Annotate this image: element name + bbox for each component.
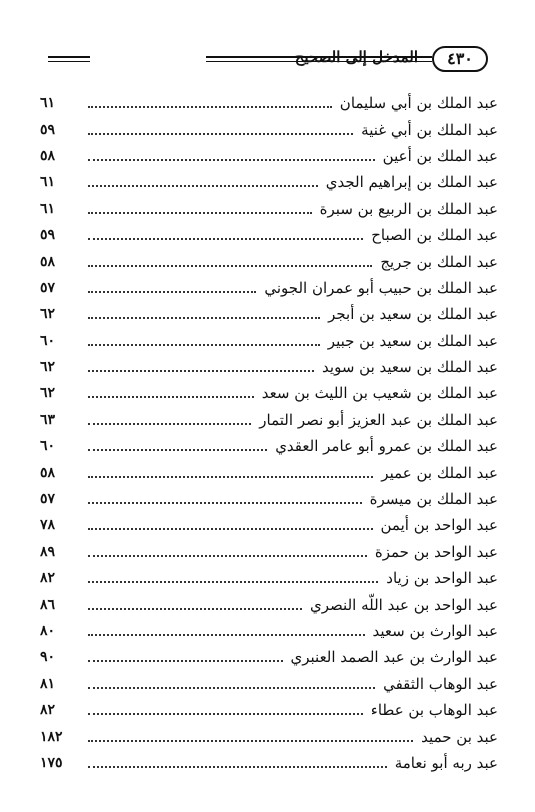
index-entry — [40, 248, 498, 274]
dot-leader — [88, 212, 312, 214]
entry-name: عبد الواحد بن عبد اللّه النصري — [310, 595, 498, 614]
entry-name: عبد الملك بن أبي سليمان — [339, 94, 498, 113]
index-entry — [40, 328, 498, 354]
index-entry — [40, 116, 498, 142]
dot-leader — [88, 740, 413, 742]
entry-name: عبد الملك بن شعيب بن الليث بن سعد — [261, 384, 498, 403]
dot-leader — [88, 634, 365, 636]
dot-leader — [88, 344, 320, 346]
entry-name: عبد الملك بن سعيد بن سويد — [322, 358, 498, 377]
entry-page-number: ٧٨ — [40, 517, 56, 534]
entry-page-number: ٨٢ — [40, 702, 56, 719]
entry-name: عبد ربه أبو نعامة — [394, 753, 498, 772]
entry-name: عبد الواحد بن حمزة — [374, 542, 498, 561]
entry-page-number: ٦٢ — [40, 306, 56, 323]
dot-leader — [88, 265, 372, 267]
index-entry — [40, 169, 498, 195]
index-entry — [40, 407, 498, 433]
entry-name: عبد الملك بن الربيع بن سبرة — [319, 199, 498, 218]
entry-name: عبد الملك بن سعيد بن جبير — [327, 331, 498, 350]
index-entry — [40, 354, 498, 380]
entry-name: عبد الوارث بن عبد الصمد العنبري — [290, 648, 498, 667]
entry-page-number: ٦٠ — [40, 332, 56, 349]
entry-name: عبد الواحد بن زياد — [386, 569, 498, 588]
index-entry — [40, 591, 498, 617]
entry-page-number: ٦٣ — [40, 411, 56, 428]
dot-leader — [88, 317, 320, 319]
entry-page-number: ٥٨ — [40, 147, 56, 164]
dot-leader — [88, 502, 362, 504]
entry-page-number: ٥٧ — [40, 491, 56, 508]
entry-name: عبد الملك بن حبيب أبو عمران الجوني — [264, 278, 498, 297]
index-entry — [40, 723, 498, 749]
index-entry — [40, 459, 498, 485]
entry-page-number: ٨٦ — [40, 596, 56, 613]
index-entry — [40, 750, 498, 776]
entry-page-number: ٨٩ — [40, 543, 56, 560]
entry-name: عبد الملك بن سعيد بن أبجر — [328, 305, 498, 324]
entry-page-number: ٥٨ — [40, 253, 56, 270]
entry-name: عبد الملك بن عمرو أبو عامر العقدي — [275, 437, 498, 456]
index-entry — [40, 644, 498, 670]
entry-page-number: ٦١ — [40, 200, 56, 217]
entry-page-number: ٦١ — [40, 174, 56, 191]
index-entry — [40, 486, 498, 512]
entry-name: عبد الملك بن أبي غنية — [361, 120, 498, 139]
index-entry — [40, 222, 498, 248]
index-entry — [40, 512, 498, 538]
entry-name: عبد الملك بن ميسرة — [369, 490, 498, 509]
dot-leader — [88, 133, 353, 135]
entry-name: عبد الواحد بن أيمن — [380, 516, 498, 535]
index-entry — [40, 618, 498, 644]
index-entry — [40, 380, 498, 406]
dot-leader — [88, 238, 363, 240]
index-entry — [40, 565, 498, 591]
entry-page-number: ٥٧ — [40, 279, 56, 296]
index-entry — [40, 90, 498, 116]
dot-leader — [88, 396, 254, 398]
entry-name: عبد الملك بن إبراهيم الجدي — [325, 173, 498, 192]
dot-leader — [88, 608, 302, 610]
index-entry — [40, 275, 498, 301]
dot-leader — [88, 449, 267, 451]
entry-name: عبد الوارث بن سعيد — [372, 622, 498, 640]
entry-name: عبد الملك بن أعين — [382, 146, 498, 165]
name-index-list — [40, 90, 498, 776]
dot-leader — [88, 581, 378, 583]
entry-name: عبد الوهاب الثقفي — [383, 674, 498, 693]
entry-name: عبد الملك بن عبد العزيز أبو نصر التمار — [259, 410, 498, 429]
entry-name: عبد بن حميد — [421, 727, 498, 746]
dot-leader — [88, 185, 318, 187]
entry-page-number: ٦٢ — [40, 359, 56, 376]
running-header-title: المدخل إلى الصحيح — [294, 48, 418, 66]
entry-page-number: ٨٢ — [40, 570, 56, 587]
page-header — [40, 40, 498, 80]
entry-page-number: ٦٢ — [40, 385, 56, 402]
entry-page-number: ٨٠ — [40, 623, 56, 639]
entry-page-number: ١٧٥ — [40, 754, 63, 771]
index-entry — [40, 671, 498, 697]
entry-page-number: ٥٨ — [40, 464, 56, 481]
dot-leader — [88, 713, 363, 715]
dot-leader — [88, 766, 387, 768]
dot-leader — [88, 291, 256, 293]
index-entry — [40, 301, 498, 327]
dot-leader — [88, 423, 251, 425]
dot-leader — [88, 106, 332, 108]
entry-name: عبد الملك بن الصباح — [371, 226, 498, 245]
entry-page-number: ٥٩ — [40, 227, 56, 244]
entry-page-number: ٦١ — [40, 95, 56, 112]
entry-page-number: ٦٠ — [40, 438, 56, 455]
entry-page-number: ٩٠ — [40, 649, 56, 666]
entry-page-number: ٨١ — [40, 675, 56, 692]
dot-leader — [88, 370, 314, 372]
index-entry — [40, 433, 498, 459]
entry-name: عبد الملك بن جريج — [380, 252, 498, 271]
entry-name: عبد الملك بن عمير — [381, 463, 498, 482]
dot-leader — [88, 555, 367, 557]
entry-page-number: ٥٩ — [40, 121, 56, 138]
entry-name: عبد الوهاب بن عطاء — [370, 701, 498, 720]
dot-leader — [88, 528, 373, 530]
dot-leader — [88, 159, 375, 161]
index-entry — [40, 539, 498, 565]
index-entry — [40, 697, 498, 723]
index-entry — [40, 196, 498, 222]
dot-leader — [88, 687, 375, 689]
page-number-badge: ٤٣٠ — [432, 46, 488, 72]
entry-page-number: ١٨٢ — [40, 728, 63, 745]
dot-leader — [88, 660, 283, 662]
dot-leader — [88, 476, 373, 478]
index-entry — [40, 143, 498, 169]
header-rule-left — [48, 56, 90, 62]
